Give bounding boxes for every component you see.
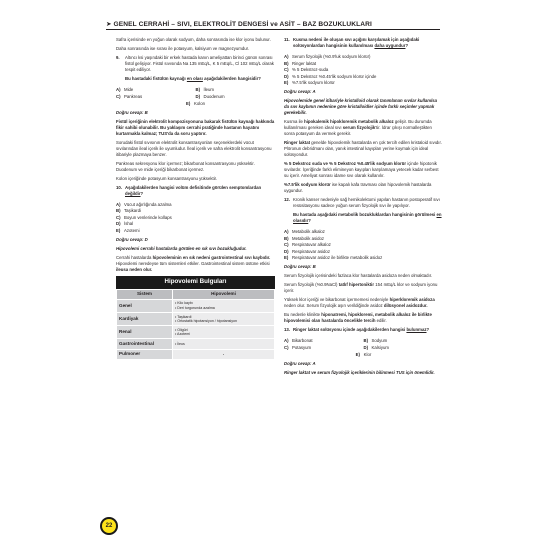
- correct-answer: Doğru cevap: A: [284, 89, 316, 95]
- option-d: D) Respiratuvar asidoz: [284, 248, 330, 254]
- option-b: B) Taşikardi: [116, 208, 141, 214]
- question-11: [284, 37, 443, 95]
- option-b: B) Sodyum: [363, 338, 388, 344]
- option-d: D) İshal: [116, 221, 134, 227]
- option-b: B) Ringer laktat: [284, 60, 317, 66]
- hipovolemia-table: [116, 276, 275, 360]
- question-number: 9.: [116, 55, 120, 61]
- paragraph: %7.5'lik sodyum klorür ise kapalı kafa travması olan hipovolemik hastalarda uygundur.: [284, 181, 432, 193]
- answer-options: [284, 229, 443, 261]
- highlight-paragraph: Hipovolemi cerrahi hastalarda görülen en sık sıvı bozukluğudur.: [116, 245, 247, 251]
- question-prompt: Ringer laktat solüsyonu içinde aşağıdakilerden hangisi bulunmaz?: [293, 327, 430, 333]
- paragraph: Cerrahi hastalarda hipovoleminin en sık nedeni gastrointestinal sıvı kaybıdır. Hipovolemi neredeyse tüm sistemleri etkiler. Gastrointestinal sistem üstüne etkisi ileusa neden olur.: [116, 255, 271, 272]
- question-number: 13.: [284, 327, 290, 333]
- option-a: A) Vücut ağırlığında azalma: [116, 201, 172, 207]
- option-a: A) Mide: [116, 87, 134, 93]
- correct-answer: Doğru cevap: B: [284, 264, 316, 270]
- question-prompt: Bu hastada aşağıdaki metabolik bozukluklardan hangisinin görülmesi en olasıdır?: [293, 212, 442, 223]
- option-e: E) Respiratuvar asidoz ile birlikte metabolik asidoz: [284, 255, 383, 261]
- page-header: [106, 19, 440, 31]
- option-e: E) Azotemi: [116, 227, 140, 233]
- option-c: C) % 5 Dekstroz-suda: [284, 67, 329, 73]
- paragraph: Kusma ile hipokalemik hipokloremik metabolik alkaloz gelişir. Bu durumda kullanılması gereken ideal sıvı serum fizyolojik'tir. İdrar çıkışı normalleştikten sonra potasyum da vermek gerekir.: [284, 119, 432, 136]
- correct-answer: Doğru cevap: A: [284, 360, 316, 366]
- paragraph: Pankreas sekresyonu klor içermez; bikarbonat konsantrasyonu yüksektir. Duodenum ve mide içeriği bikarbonat içermez.: [116, 160, 255, 172]
- table-row: Gastrointestinal • İleus: [117, 339, 275, 349]
- highlight-paragraph: Ringer laktat ve serum fizyolojik içeriklerinin bilinmesi TUS için önemlidir.: [284, 369, 435, 375]
- option-d: D) % 5 Dekstroz %0.45'lik sodyum klorür içinde: [284, 73, 377, 79]
- paragraph: % 5 Dekstroz suda ve % 5 Dekstroz %0.45'lik sodyum klorür içinde hipotonik sıvılardır. İçeriğinde farklı elimineyon kayıpları karşılamaya yetecek kadar serbest su içerir. Ameliyat sonrası idame sıvı olarak kullanılır.: [284, 160, 439, 178]
- option-c: C) Boyun venlerinde kollaps: [116, 214, 172, 220]
- question-number: 11.: [284, 37, 290, 42]
- answer-options: [116, 87, 275, 99]
- paragraph: Kolon içeriğinde potasyum konsantrasyonu yüksektir.: [116, 175, 218, 181]
- option-e: E) %7.5'lik sodyum klorür: [284, 80, 335, 86]
- paragraph: Ringer laktat genelde hipovolemik hastalarda en çok tercih edilen kristaloid sıvıdır. Plöronun debridmanı olan, yanık intestinal kayıpları yerine koymak için ideal solüsyondur.: [284, 140, 442, 157]
- table-caption: Hipovolemi Bulguları: [116, 276, 275, 289]
- question-number: 10.: [116, 184, 122, 190]
- chapter-title: ➤ GENEL CERRAHİ – SIVI, ELEKTROLİT DENGESİ ve ASİT – BAZ BOZUKLUKLARI: [106, 21, 372, 28]
- paragraph: Serum fizyolojik (%0.9NaCl) tatlıf hipertoniktir 154 mEq/L klor ve sodyum iyonu içerir.: [284, 282, 438, 294]
- right-column: [284, 37, 443, 379]
- page-number-badge: [100, 517, 118, 535]
- left-column: [116, 37, 275, 360]
- explanation-bold: Fistül içeriğinin elektrolit kompozisyonuna bakarak fistülün kaynağı hakkında fikir sahibi olunabilir. Bu yaklaşım cerrahi pratiğinde hastanın hayatını kurtarmakla kalmaz; TUS'da da soru yaptırır.: [116, 118, 275, 136]
- question-prompt: Kusma nedeni ile oluşan sıvı açığını karşılamak için aşağıdaki solüsyonlardan hangisinin kullanılması daha uygundur?: [293, 37, 420, 48]
- option-e: E) Klor: [355, 351, 372, 357]
- table-header: Hipovolemi: [173, 289, 275, 300]
- question-10: [116, 185, 275, 243]
- table-header: Sistem: [117, 289, 173, 300]
- table-row: Renal • Oligüri • Azotemi: [117, 326, 275, 339]
- table-row: Genel • Kilo kaybı • Deri turgorunda azalma: [117, 300, 275, 313]
- option-a: A) Serum fizyolojik (%0.9'luk sodyum klorür): [284, 54, 371, 60]
- header-rule: [106, 29, 440, 30]
- option-c: C) Respiratuvar alkaloz: [284, 242, 331, 248]
- question-9: [116, 55, 275, 115]
- option-a: A) Metabolik alkaloz: [284, 229, 325, 235]
- option-b: B) Metabolik asidoz: [284, 235, 325, 241]
- question-12: [284, 197, 443, 270]
- highlight-paragraph: Hipovolemide genel itibariyle kristalloid olarak tanımlanan sıvılar kullanılsa da sıvı kaybının nedenine göre kristalloidler içinde farklı seçimler yapmak gerekebilir.: [284, 98, 438, 115]
- table-row: Kardiyak • Taşikardi • Ortostatik hipotansiyon / hipotansiyon: [117, 313, 275, 326]
- correct-answer: Doğru cevap: D: [116, 236, 148, 242]
- option-c: C) Potasyum: [284, 344, 312, 350]
- option-d: D) Kalsiyum: [363, 344, 389, 350]
- option-e: E) Kolon: [186, 100, 205, 106]
- answer-options: [284, 338, 443, 350]
- question-number: 12.: [284, 196, 290, 202]
- option-d: D) Duodenum: [195, 93, 225, 99]
- question-prompt: Bu hastadaki fistülün kaynağı en olası aşağıdakilerden hangisidir?: [125, 76, 261, 82]
- option-c: C) Pankreas: [116, 93, 143, 99]
- question-stem: Altıncı ksi yaşındaki bir erkek hastada kanın ameliyattan birinci günün sonrası fistül gelişiyor. Fistül sıvısında Na 135 mEq/L, K 5 mEq/L, Cl 102 mEq/L olarak tespit ediliyor.: [125, 55, 274, 73]
- question-stem: Kronik kanser nedeniyle sağ hemikolektomi yapılan hastanın postoperatif sıvı resüsitasyonu sadece yoğun serum fizyolojik sıvı ile yapılıyor.: [293, 196, 440, 208]
- table-row: Pulmoner -: [117, 349, 275, 359]
- question-prompt: Aşağıdakilerden hangisi volüm defisitinde görülen semptomlardan değildir?: [125, 184, 262, 196]
- paragraph: Serum fizyolojik içerisindeki fazlaca klor hastalarda asidoza neden olmaktadır.: [284, 273, 433, 279]
- answer-options: [116, 202, 275, 234]
- paragraph: Sorudaki fistül sıvısının elektrolit konsantrasyonları seçeneklerdeki vücut sıvılarından ileal içerik ile uyumludur. İleal içerik ve safra elektrolit konsantrasyonu itibariyle plazmaya benzer.: [116, 139, 272, 157]
- option-b: B) İleum: [195, 87, 215, 93]
- question-13: [284, 327, 443, 366]
- paragraph: Yüksek klor içeriği ve bikarbonat içermemesi nedeniyle hiperkloremik asidoza neden olur. Serum fizyolojik aşırı verildiğinde asidoz dilüsyonel asidozdur.: [284, 297, 435, 309]
- option-a: A) Bikarbonat: [284, 338, 313, 344]
- paragraph: Safra içerisinde en yoğun olarak sodyum, daha sonrasında ise klor iyonu bulunur.: [116, 37, 271, 42]
- answer-options: [284, 54, 443, 86]
- correct-answer: Doğru cevap: B: [116, 109, 148, 115]
- paragraph: Daha sonrasında ise sırası ile potasyum, kalsiyum ve magnezyumdur.: [116, 46, 250, 52]
- paragraph: Bu nedenle klinikte hiponatremi, hipokloremi, metabolik alkaloz ile birlikte hipovolemisi olan hastalarda öncelikle tercih edilir.: [284, 312, 432, 324]
- page-number: 22: [102, 519, 116, 533]
